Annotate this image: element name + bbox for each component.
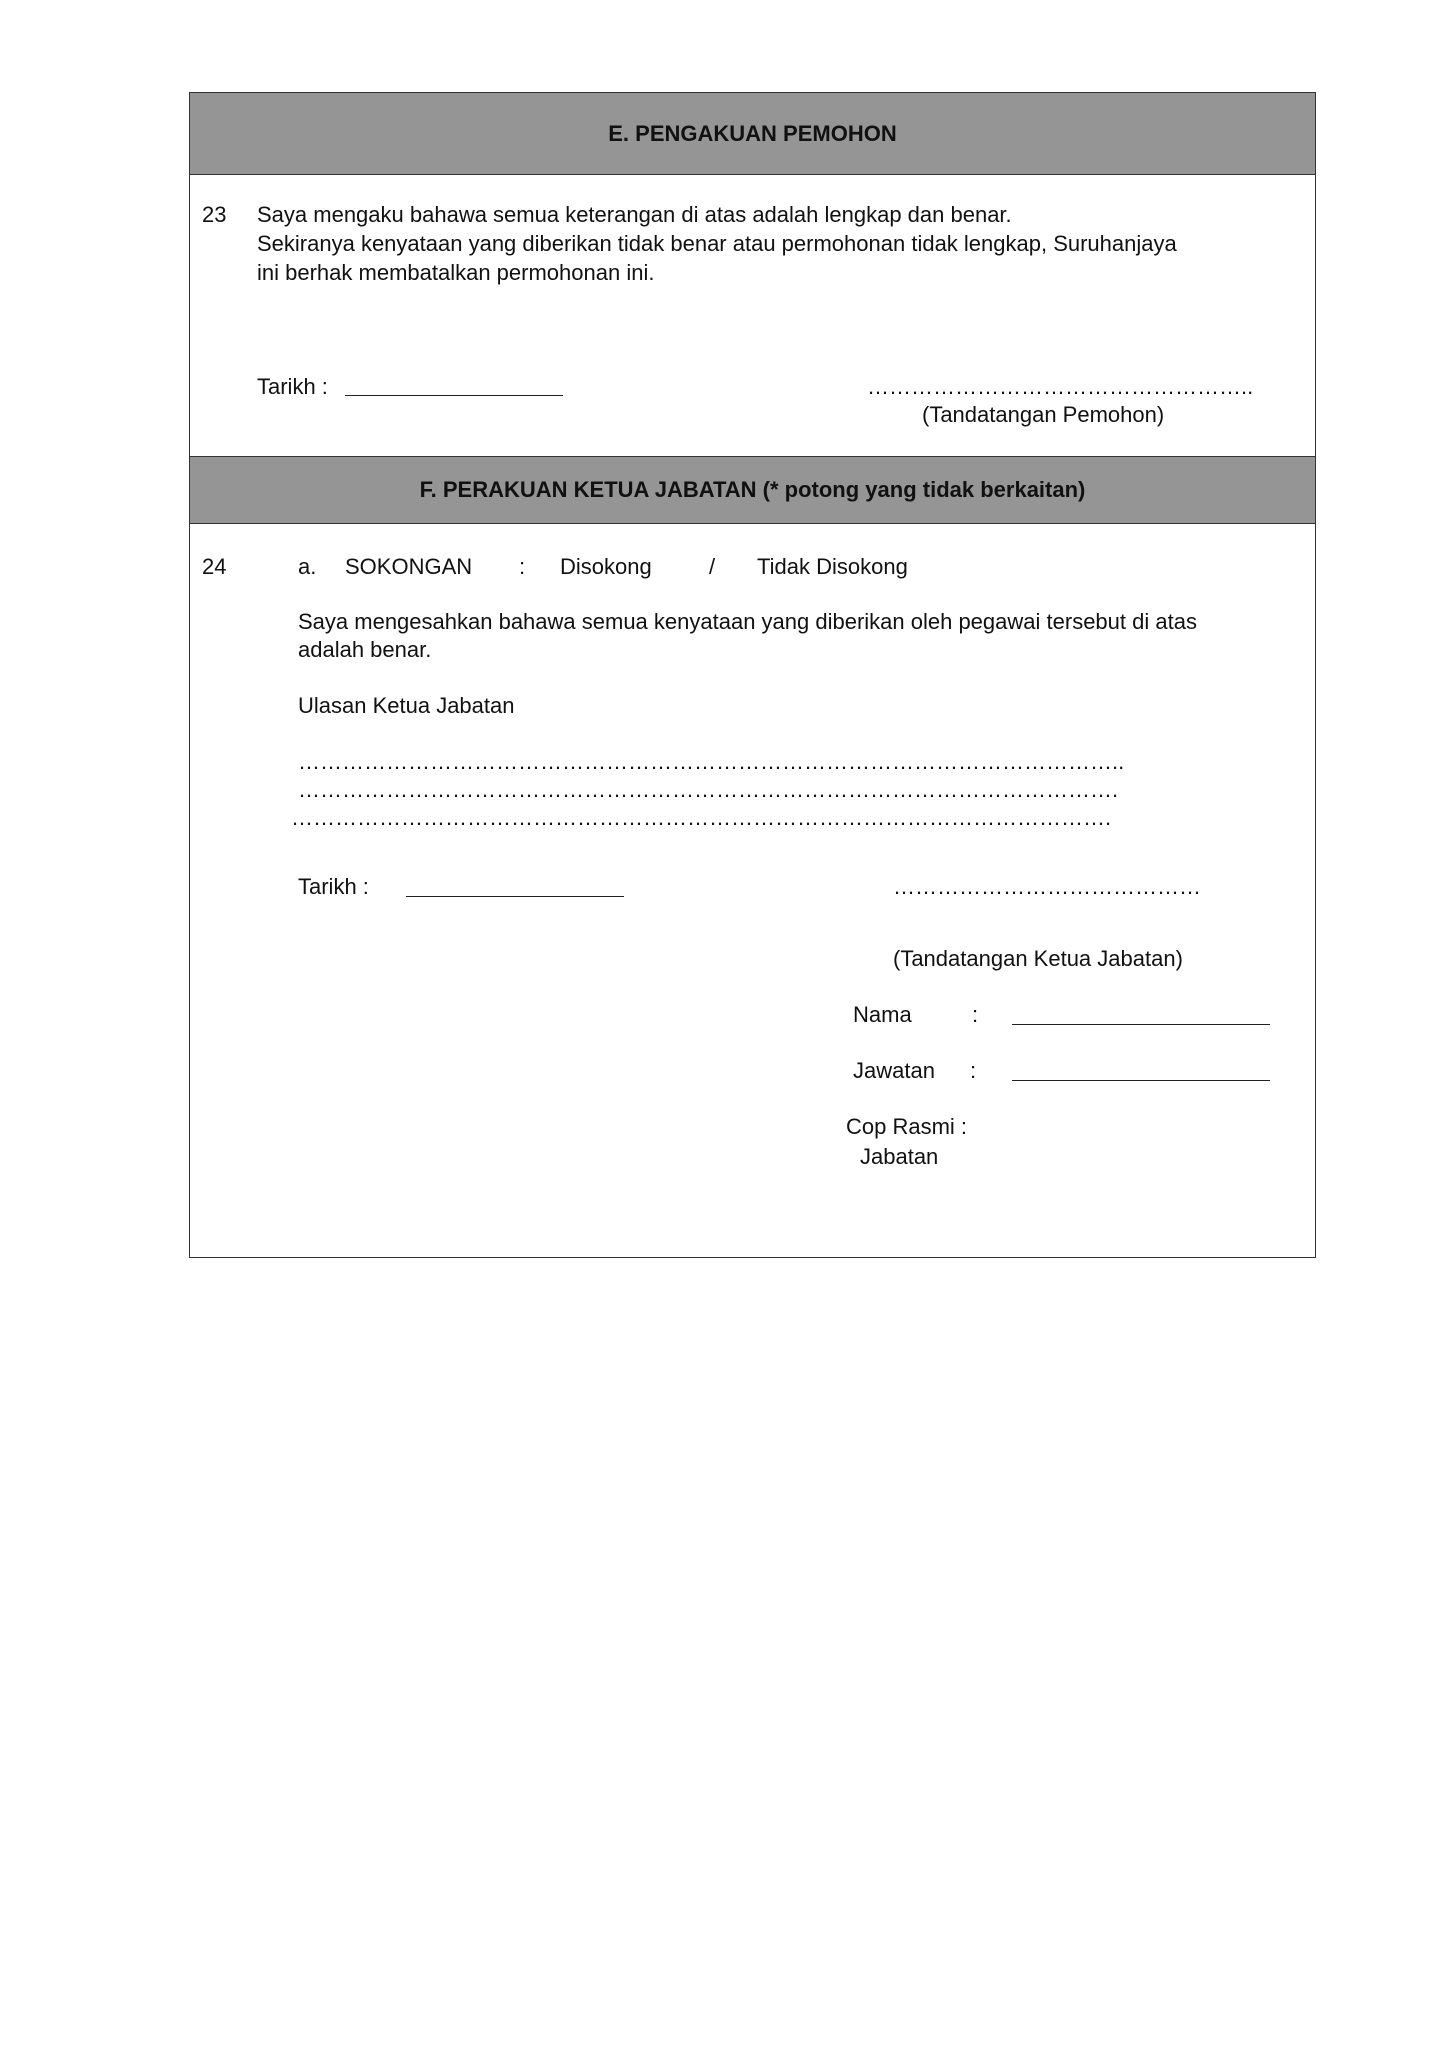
declaration-line-1: Saya mengaku bahawa semua keterangan di atas adalah lengkap dan benar. bbox=[257, 202, 1012, 227]
head-date-label: Tarikh : bbox=[298, 874, 369, 899]
comment-line-3[interactable]: …………………………………………………………………………………………………. bbox=[291, 805, 1112, 830]
applicant-date-label: Tarikh : bbox=[257, 374, 328, 399]
stamp-label-line-1: Cop Rasmi : bbox=[846, 1114, 968, 1139]
section-f-header bbox=[190, 456, 1315, 524]
item-24-number: 24 bbox=[202, 554, 227, 579]
applicant-signature-caption: (Tandatangan Pemohon) bbox=[922, 402, 1165, 427]
item-24-sub-letter: a. bbox=[298, 554, 317, 579]
section-e-header bbox=[190, 93, 1315, 175]
support-colon: : bbox=[519, 554, 526, 579]
head-signature-line[interactable]: …………………………………… bbox=[893, 874, 1201, 899]
position-label: Jawatan bbox=[853, 1058, 935, 1083]
head-signature-caption: (Tandatangan Ketua Jabatan) bbox=[893, 946, 1183, 971]
declaration-line-3: ini berhak membatalkan permohonan ini. bbox=[257, 260, 655, 285]
name-field[interactable] bbox=[1012, 1024, 1270, 1025]
comments-label: Ulasan Ketua Jabatan bbox=[298, 693, 515, 718]
option-supported[interactable]: Disokong bbox=[560, 554, 652, 579]
section-e-title: E. PENGAKUAN PEMOHON bbox=[608, 120, 897, 146]
applicant-signature-line[interactable]: …………………………………………….. bbox=[867, 374, 1254, 399]
option-separator: / bbox=[709, 554, 716, 579]
comment-line-1[interactable]: ………………………………………………………………………………………………….. bbox=[298, 749, 1125, 774]
applicant-date-field[interactable] bbox=[345, 395, 563, 396]
comment-line-2[interactable]: …………………………………………………………………………………………………. bbox=[298, 777, 1119, 802]
position-colon: : bbox=[970, 1058, 977, 1083]
position-field[interactable] bbox=[1012, 1080, 1270, 1081]
item-23-number: 23 bbox=[202, 202, 227, 227]
option-not-supported[interactable]: Tidak Disokong bbox=[757, 554, 908, 579]
name-colon: : bbox=[972, 1002, 979, 1027]
stamp-label-line-2: Jabatan bbox=[860, 1144, 939, 1169]
declaration-form bbox=[189, 92, 1316, 1258]
confirm-line-1: Saya mengesahkan bahawa semua kenyataan yang diberikan oleh pegawai tersebut di atas bbox=[298, 609, 1197, 634]
name-label: Nama bbox=[853, 1002, 912, 1027]
declaration-line-2: Sekiranya kenyataan yang diberikan tidak benar atau permohonan tidak lengkap, Suruhanjaya bbox=[257, 231, 1177, 256]
head-date-field[interactable] bbox=[406, 896, 624, 897]
confirm-line-2: adalah benar. bbox=[298, 637, 432, 662]
support-label: SOKONGAN bbox=[345, 554, 473, 579]
section-f-title: F. PERAKUAN KETUA JABATAN (* potong yang tidak berkaitan) bbox=[419, 477, 1086, 502]
